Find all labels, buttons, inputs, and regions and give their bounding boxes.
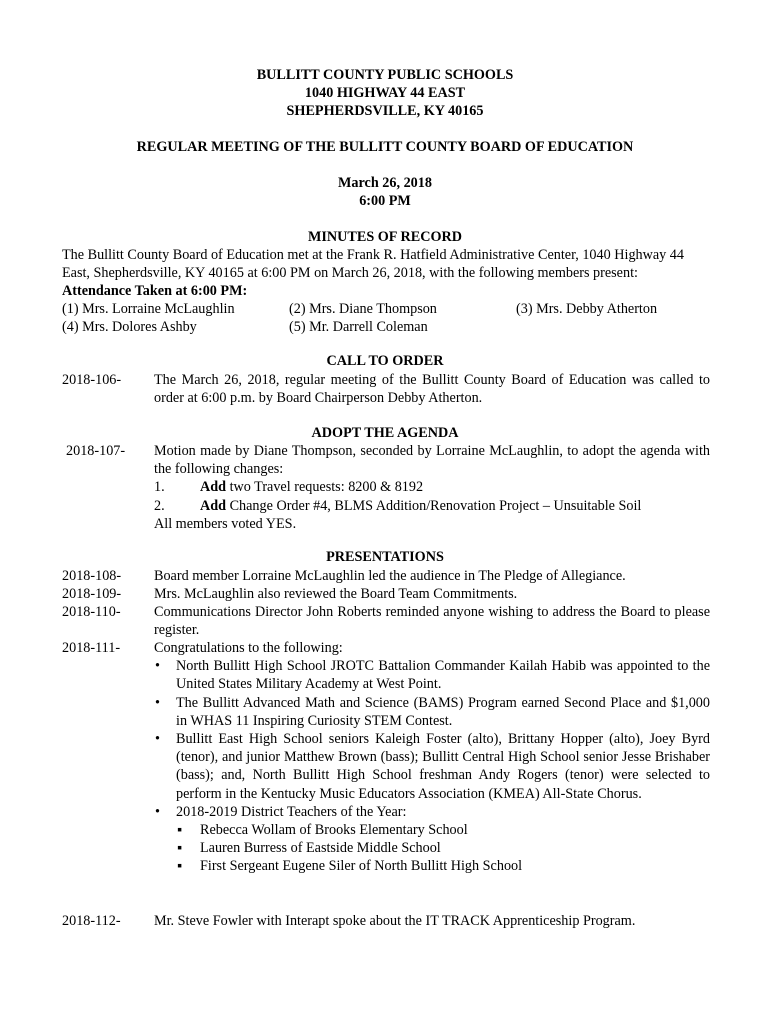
list-item: ▪ First Sergeant Eugene Siler of North Bullitt High School	[176, 857, 710, 875]
member-4: (4) Mrs. Dolores Ashby	[62, 319, 197, 335]
org-name: BULLITT COUNTY PUBLIC SCHOOLS	[256, 67, 514, 83]
item-number: 2018-112-	[62, 913, 121, 929]
list-item: • The Bullitt Advanced Math and Science (BAMS) Program earned Second Place and $1,000 in WHAS 11 Inspiring Curiosity STEM Contest.	[154, 694, 710, 730]
agenda-motion-text: Motion made by Diane Thompson, seconded by Lorraine McLaughlin, to adopt the agenda with the following changes:	[154, 443, 710, 478]
item-text: The March 26, 2018, regular meeting of the Bullitt County Board of Education was called to order at 6:00 p.m. by Board Chairperson Debby Atherton.	[154, 372, 710, 407]
change-text: Change Order #4, BLMS Addition/Renovation Project – Unsuitable Soil	[226, 497, 642, 514]
attendance-label: Attendance Taken at 6:00 PM:	[62, 283, 248, 299]
teachers-list	[176, 821, 710, 876]
item-number: 2018-106-	[62, 372, 122, 388]
change-verb: Add	[200, 479, 227, 496]
congratulations-item	[154, 639, 710, 876]
member-5: (5) Mr. Darrell Coleman	[289, 319, 428, 335]
member-1: (1) Mrs. Lorraine McLaughlin	[62, 301, 235, 317]
item-number: 2018-107-	[66, 443, 126, 459]
meeting-time: 6:00 PM	[359, 193, 411, 209]
presentations-heading: PRESENTATIONS	[326, 549, 444, 565]
congratulations-text: Congratulations to the following:	[154, 640, 343, 656]
list-item: ▪ Rebecca Wollam of Brooks Elementary School	[176, 821, 710, 839]
change-number: 2.	[154, 497, 165, 514]
agenda-change-1	[154, 478, 710, 496]
congratulations-list	[154, 657, 710, 875]
presentation-item: Mr. Steve Fowler with Interapt spoke about the IT TRACK Apprenticeship Program.	[154, 913, 636, 929]
teachers-of-year-label: 2018-2019 District Teachers of the Year:	[176, 803, 407, 820]
meeting-title: REGULAR MEETING OF THE BULLITT COUNTY BOARD OF EDUCATION	[136, 139, 634, 155]
item-number: 2018-110-	[62, 604, 121, 620]
list-item: • Bullitt East High School seniors Kaleigh Foster (alto), Brittany Hopper (alto), Joey Byrd (tenor), and junior Matthew Brown (bass); Bullitt Central High School senior Jesse Brishaber (bass); and, North Bullitt High School freshman Andy Rogers (tenor) were selected to perform in the Kentucky Music Educators Association (KMEA) All-State Chorus.	[154, 730, 710, 803]
list-item: ▪ Lauren Burress of Eastside Middle School	[176, 839, 710, 857]
item-number: 2018-109-	[62, 586, 122, 602]
presentation-item: Board member Lorraine McLaughlin led the audience in The Pledge of Allegiance.	[154, 568, 626, 584]
agenda-change-2	[154, 497, 710, 515]
list-item: • North Bullitt High School JROTC Battalion Commander Kailah Habib was appointed to the United States Military Academy at West Point.	[154, 657, 710, 693]
member-2: (2) Mrs. Diane Thompson	[289, 301, 437, 317]
minutes-heading: MINUTES OF RECORD	[308, 229, 462, 245]
org-address-line1: 1040 HIGHWAY 44 EAST	[304, 85, 466, 101]
member-3: (3) Mrs. Debby Atherton	[516, 301, 658, 317]
meeting-date: March 26, 2018	[338, 175, 432, 191]
agenda-item	[154, 442, 710, 533]
change-text: two Travel requests: 8200 & 8192	[226, 479, 424, 496]
change-number: 1.	[154, 479, 165, 496]
list-item	[154, 803, 710, 876]
org-address-line2: SHEPHERDSVILLE, KY 40165	[286, 103, 484, 119]
presentation-item: Communications Director John Roberts reminded anyone wishing to address the Board to please register.	[154, 604, 710, 639]
agenda-vote: All members voted YES.	[154, 515, 297, 532]
minutes-intro: The Bullitt County Board of Education met at the Frank R. Hatfield Administrative Center, 1040 Highway 44 East, Shepherdsville, KY 40165 at 6:00 PM on March 26, 2018, with the following members present:	[62, 247, 684, 282]
presentation-item: Mrs. McLaughlin also reviewed the Board Team Commitments.	[154, 586, 518, 602]
item-number: 2018-108-	[62, 568, 122, 584]
adopt-agenda-heading: ADOPT THE AGENDA	[311, 425, 459, 441]
change-verb: Add	[200, 497, 227, 514]
item-number: 2018-111-	[62, 640, 121, 656]
call-to-order-heading: CALL TO ORDER	[326, 353, 444, 369]
